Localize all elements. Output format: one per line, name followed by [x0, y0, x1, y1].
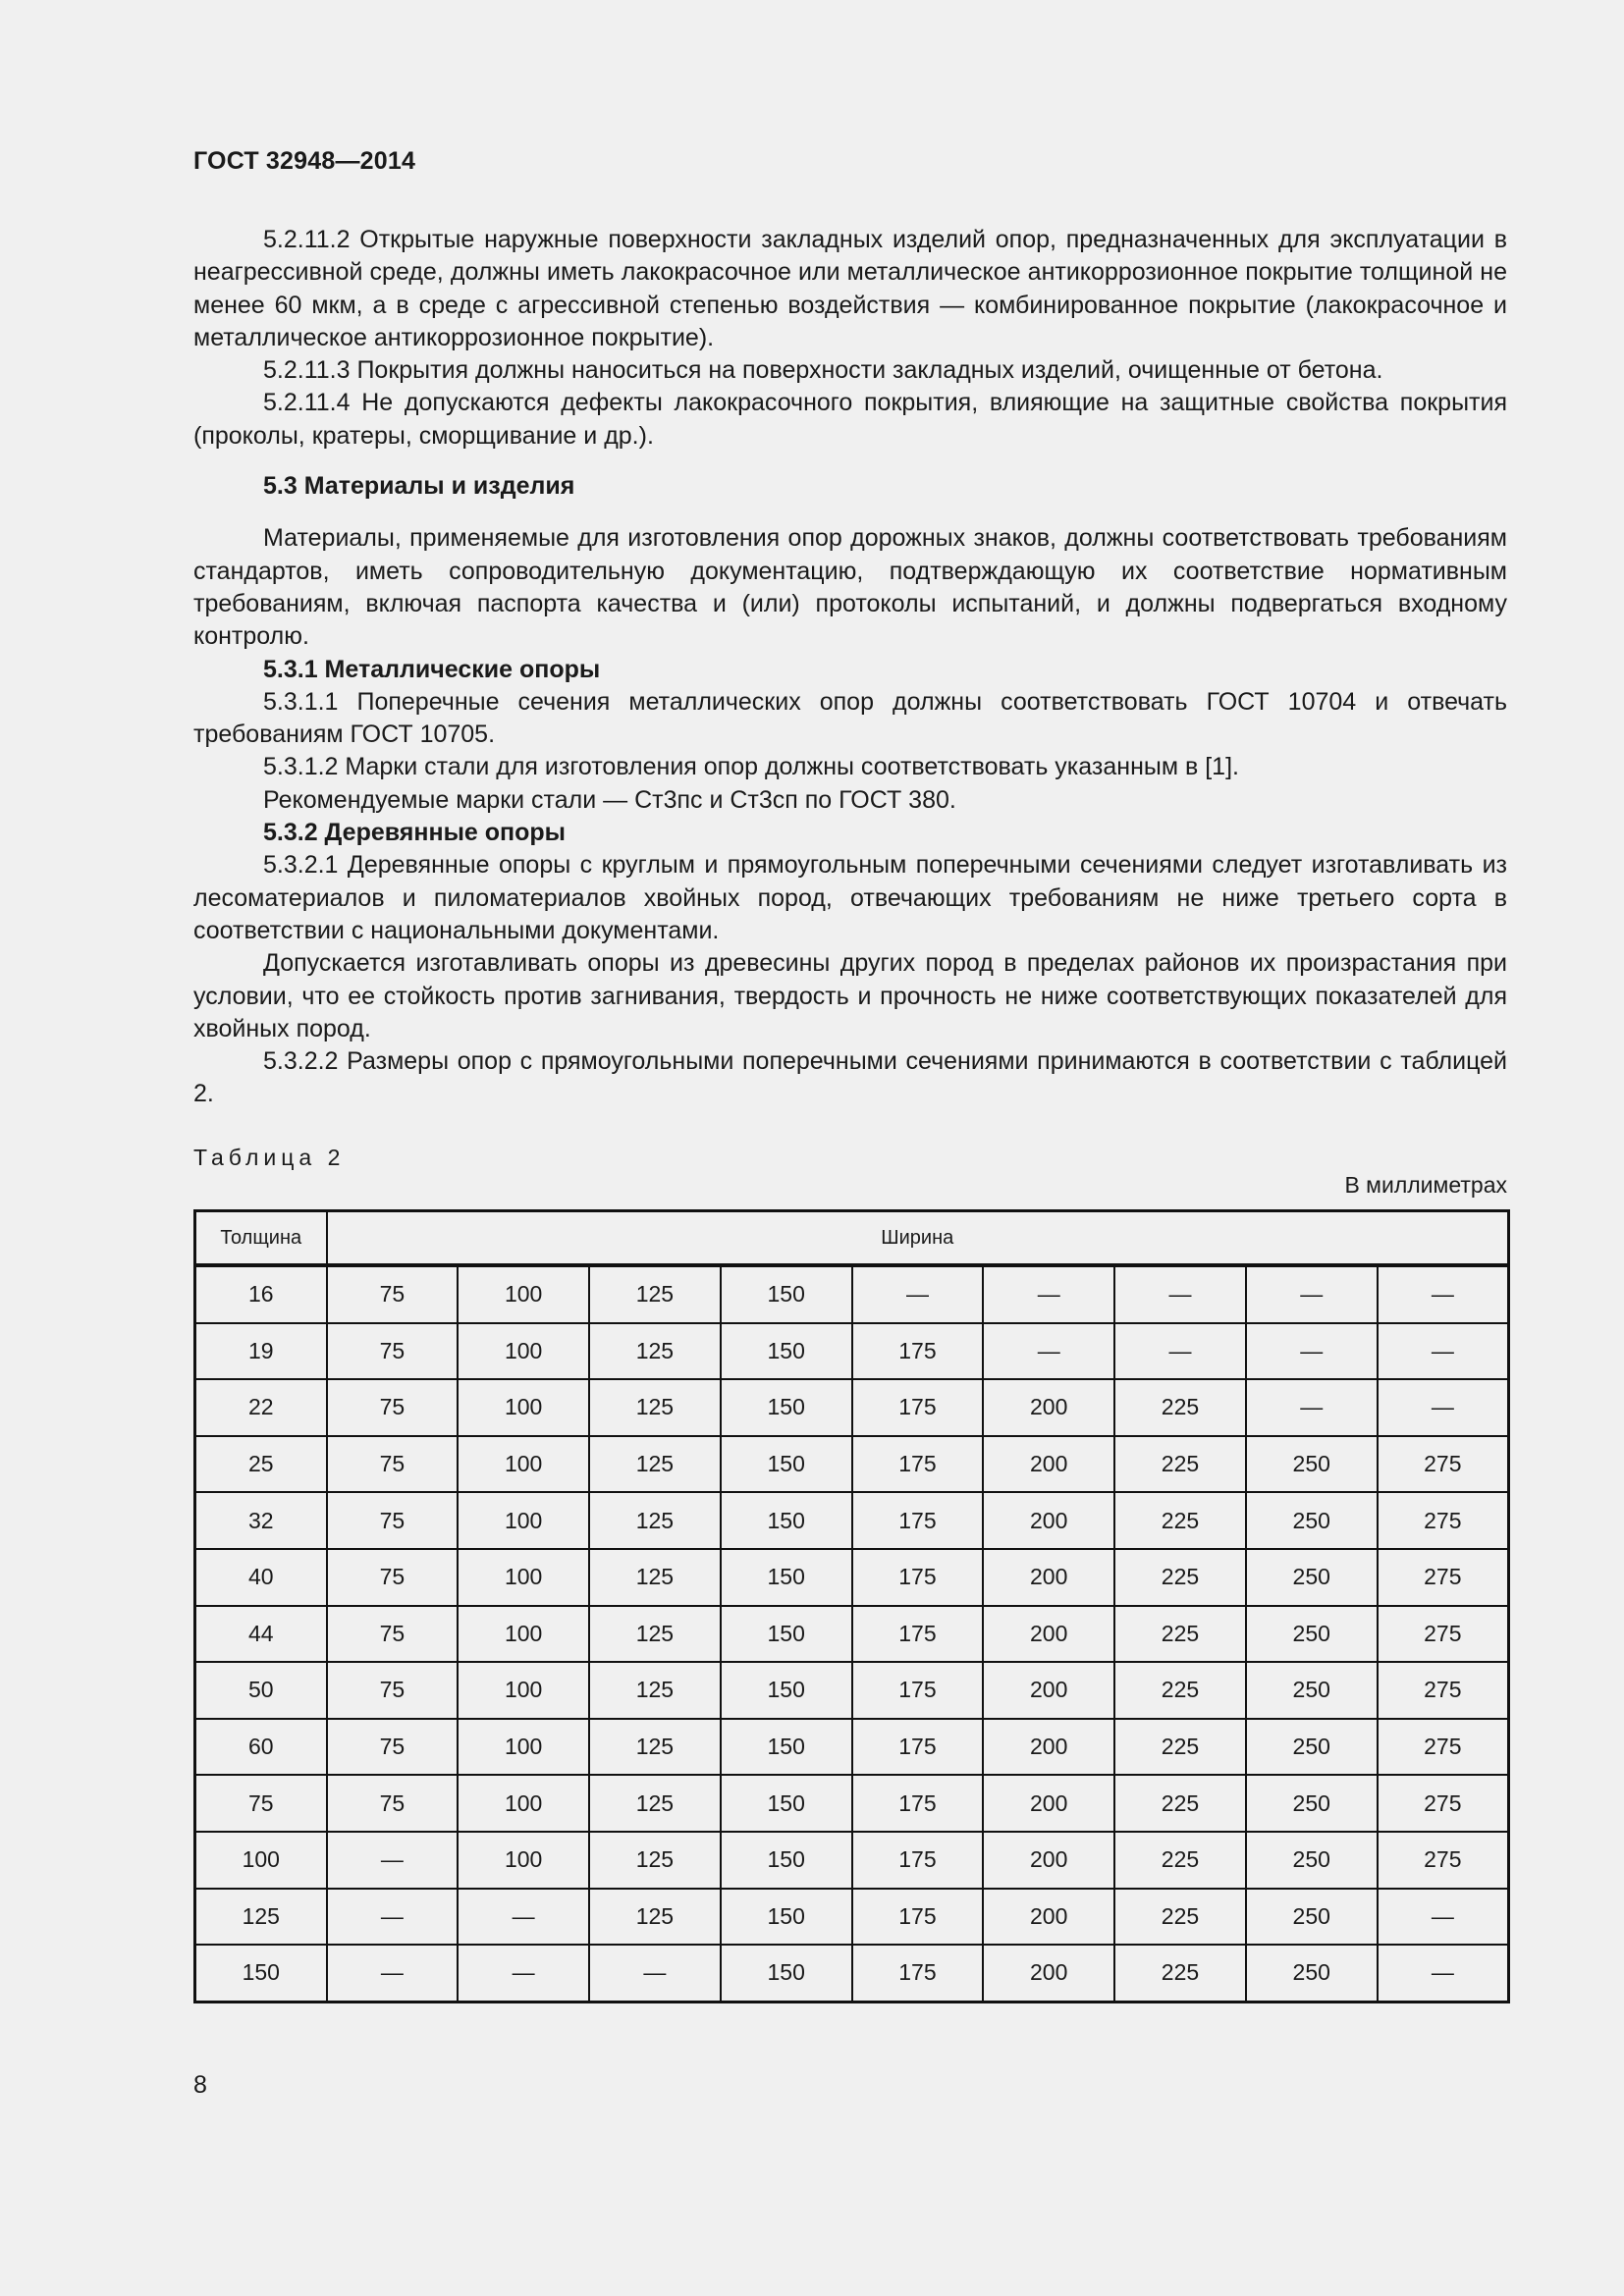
table-row: [195, 1379, 1509, 1436]
width-cell: 225: [1114, 1832, 1246, 1889]
width-cell: —: [1246, 1323, 1378, 1380]
width-cell: 225: [1114, 1436, 1246, 1493]
width-cell: 275: [1378, 1549, 1509, 1606]
width-cell: 125: [589, 1549, 721, 1606]
document-header: ГОСТ 32948—2014: [193, 147, 416, 175]
width-cell: 150: [721, 1606, 852, 1663]
width-cell: 200: [983, 1436, 1114, 1493]
width-cell: 150: [721, 1549, 852, 1606]
width-cell: 200: [983, 1379, 1114, 1436]
width-cell: 150: [721, 1662, 852, 1719]
width-cell: —: [1378, 1945, 1509, 2002]
width-cell: —: [1378, 1889, 1509, 1946]
paragraph-5-2-11-2: 5.2.11.2 Открытые наружные поверхности закладных изделий опор, предназначенных для эксплуатации в неагрессивной среде, должны иметь лакокрасочное или металлическое антикоррозионное покрытие толщиной не менее 60 мкм, а в среде с агрессивной степенью воздействия — комбинированное покрытие (лакокрасочное и металлическое антикоррозионное покрытие).: [193, 226, 1507, 351]
width-cell: 275: [1378, 1492, 1509, 1549]
width-cell: 125: [589, 1832, 721, 1889]
width-cell: 125: [589, 1889, 721, 1946]
width-cell: 175: [852, 1775, 984, 1832]
width-cell: 225: [1114, 1549, 1246, 1606]
section-heading-5-3-1: 5.3.1 Металлические опоры: [263, 655, 601, 683]
width-cell: 175: [852, 1379, 984, 1436]
width-cell: 125: [589, 1265, 721, 1323]
width-cell: 100: [458, 1323, 589, 1380]
width-cell: 75: [327, 1775, 459, 1832]
width-cell: 200: [983, 1549, 1114, 1606]
width-cell: 275: [1378, 1719, 1509, 1776]
width-cell: 150: [721, 1775, 852, 1832]
width-cell: 75: [327, 1662, 459, 1719]
width-cell: 150: [721, 1265, 852, 1323]
width-cell: 150: [721, 1379, 852, 1436]
width-cell: 175: [852, 1945, 984, 2002]
thickness-cell: 44: [195, 1606, 327, 1663]
table-units: В миллиметрах: [1344, 1172, 1507, 1198]
width-cell: 150: [721, 1832, 852, 1889]
width-cell: 100: [458, 1775, 589, 1832]
width-cell: 250: [1246, 1889, 1378, 1946]
width-cell: —: [589, 1945, 721, 2002]
width-cell: 75: [327, 1492, 459, 1549]
width-cell: 100: [458, 1662, 589, 1719]
section-heading-5-3: 5.3 Материалы и изделия: [263, 472, 575, 501]
width-cell: 150: [721, 1492, 852, 1549]
width-cell: —: [1114, 1323, 1246, 1380]
width-cell: 75: [327, 1323, 459, 1380]
thickness-cell: 75: [195, 1775, 327, 1832]
width-cell: 125: [589, 1662, 721, 1719]
thickness-cell: 50: [195, 1662, 327, 1719]
width-cell: 75: [327, 1606, 459, 1663]
width-cell: 200: [983, 1719, 1114, 1776]
width-cell: 175: [852, 1492, 984, 1549]
thickness-cell: 19: [195, 1323, 327, 1380]
width-cell: 200: [983, 1606, 1114, 1663]
width-cell: 225: [1114, 1889, 1246, 1946]
width-cell: 250: [1246, 1719, 1378, 1776]
width-cell: 175: [852, 1323, 984, 1380]
width-cell: 250: [1246, 1436, 1378, 1493]
section-heading-5-3-2: 5.3.2 Деревянные опоры: [263, 819, 567, 847]
width-cell: 150: [721, 1719, 852, 1776]
width-cell: 175: [852, 1889, 984, 1946]
width-cell: —: [458, 1889, 589, 1946]
width-cell: 100: [458, 1832, 589, 1889]
width-cell: 250: [1246, 1832, 1378, 1889]
width-cell: 175: [852, 1832, 984, 1889]
paragraph-5-3-1-1: 5.3.1.1 Поперечные сечения металлических опор должны соответствовать ГОСТ 10704 и отвечать требованиям ГОСТ 10705.: [193, 687, 1507, 749]
width-cell: —: [1246, 1379, 1378, 1436]
table-row: [195, 1549, 1509, 1606]
thickness-cell: 16: [195, 1265, 327, 1323]
width-cell: 175: [852, 1549, 984, 1606]
column-header-width: Ширина: [327, 1211, 1509, 1266]
table-row: [195, 1945, 1509, 2002]
table-row: [195, 1662, 1509, 1719]
dimensions-table: [193, 1209, 1510, 2003]
width-cell: 150: [721, 1889, 852, 1946]
table-row: [195, 1832, 1509, 1889]
paragraph-5-3-2-1: 5.3.2.1 Деревянные опоры с круглым и прямоугольным поперечными сечениями следует изготавливать из лесоматериалов и пиломатериалов хвойных пород, отвечающих требованиям не ниже третьего сорта в соответствии с национальными документами.: [193, 851, 1507, 944]
width-cell: 250: [1246, 1606, 1378, 1663]
width-cell: 200: [983, 1775, 1114, 1832]
table-caption: Таблица 2: [193, 1145, 346, 1170]
width-cell: 250: [1246, 1775, 1378, 1832]
width-cell: —: [1378, 1265, 1509, 1323]
column-header-thickness: Толщина: [195, 1211, 327, 1266]
table-row: [195, 1436, 1509, 1493]
width-cell: 200: [983, 1945, 1114, 2002]
width-cell: 275: [1378, 1832, 1509, 1889]
width-cell: 150: [721, 1945, 852, 2002]
paragraph-5-3-1-2-steel: Рекомендуемые марки стали — Ст3пс и Ст3сп по ГОСТ 380.: [263, 785, 956, 814]
width-cell: —: [458, 1945, 589, 2002]
width-cell: 175: [852, 1662, 984, 1719]
table-row: [195, 1775, 1509, 1832]
thickness-cell: 25: [195, 1436, 327, 1493]
thickness-cell: 40: [195, 1549, 327, 1606]
width-cell: 225: [1114, 1606, 1246, 1663]
width-cell: 250: [1246, 1945, 1378, 2002]
width-cell: 125: [589, 1436, 721, 1493]
thickness-cell: 150: [195, 1945, 327, 2002]
width-cell: 75: [327, 1379, 459, 1436]
width-cell: 150: [721, 1323, 852, 1380]
width-cell: 175: [852, 1606, 984, 1663]
width-cell: 75: [327, 1719, 459, 1776]
body-text: [193, 224, 1507, 1111]
width-cell: 200: [983, 1832, 1114, 1889]
width-cell: —: [983, 1323, 1114, 1380]
width-cell: 275: [1378, 1606, 1509, 1663]
width-cell: 125: [589, 1379, 721, 1436]
width-cell: —: [852, 1265, 984, 1323]
table-row: [195, 1719, 1509, 1776]
width-cell: 100: [458, 1719, 589, 1776]
width-cell: —: [1378, 1323, 1509, 1380]
thickness-cell: 125: [195, 1889, 327, 1946]
width-cell: —: [1378, 1379, 1509, 1436]
width-cell: —: [1246, 1265, 1378, 1323]
width-cell: 125: [589, 1606, 721, 1663]
table-body: [195, 1265, 1509, 2002]
width-cell: 100: [458, 1606, 589, 1663]
width-cell: 275: [1378, 1436, 1509, 1493]
width-cell: 275: [1378, 1775, 1509, 1832]
width-cell: —: [1114, 1265, 1246, 1323]
width-cell: 275: [1378, 1662, 1509, 1719]
width-cell: 175: [852, 1436, 984, 1493]
table-header-row: [195, 1211, 1509, 1266]
width-cell: 75: [327, 1549, 459, 1606]
width-cell: —: [327, 1832, 459, 1889]
width-cell: 225: [1114, 1492, 1246, 1549]
table-row: [195, 1265, 1509, 1323]
width-cell: 225: [1114, 1719, 1246, 1776]
thickness-cell: 32: [195, 1492, 327, 1549]
table-row: [195, 1606, 1509, 1663]
width-cell: 100: [458, 1436, 589, 1493]
width-cell: —: [327, 1945, 459, 2002]
thickness-cell: 22: [195, 1379, 327, 1436]
paragraph-5-3-2-1-other-wood: Допускается изготавливать опоры из древесины других пород в пределах районов их произрастания при условии, что ее стойкость против загнивания, твердость и прочность не ниже соответствующих показателей для хвойных пород.: [193, 949, 1507, 1042]
width-cell: —: [983, 1265, 1114, 1323]
width-cell: 250: [1246, 1492, 1378, 1549]
width-cell: 225: [1114, 1662, 1246, 1719]
paragraph-5-3-2-2: 5.3.2.2 Размеры опор с прямоугольными поперечными сечениями принимаются в соответствии с таблицей 2.: [193, 1047, 1507, 1108]
page-number: 8: [193, 2071, 207, 2099]
paragraph-5-2-11-3: 5.2.11.3 Покрытия должны наноситься на поверхности закладных изделий, очищенные от бетона.: [263, 356, 1383, 385]
width-cell: 100: [458, 1379, 589, 1436]
width-cell: 75: [327, 1436, 459, 1493]
paragraph-5-3-intro: Материалы, применяемые для изготовления опор дорожных знаков, должны соответствовать требованиям стандартов, иметь сопроводительную документацию, подтверждающую их соответствие нормативным требованиям, включая паспорта качества и (или) протоколы испытаний, и должны подвергаться входному контролю.: [193, 524, 1507, 651]
thickness-cell: 60: [195, 1719, 327, 1776]
width-cell: 100: [458, 1265, 589, 1323]
width-cell: 100: [458, 1549, 589, 1606]
width-cell: 200: [983, 1889, 1114, 1946]
width-cell: 250: [1246, 1662, 1378, 1719]
width-cell: 225: [1114, 1379, 1246, 1436]
width-cell: 150: [721, 1436, 852, 1493]
paragraph-5-2-11-4: 5.2.11.4 Не допускаются дефекты лакокрасочного покрытия, влияющие на защитные свойства покрытия (проколы, кратеры, сморщивание и др.).: [193, 389, 1507, 450]
table-row: [195, 1492, 1509, 1549]
width-cell: 125: [589, 1323, 721, 1380]
width-cell: 200: [983, 1492, 1114, 1549]
width-cell: 175: [852, 1719, 984, 1776]
width-cell: 100: [458, 1492, 589, 1549]
width-cell: 125: [589, 1719, 721, 1776]
table-row: [195, 1323, 1509, 1380]
width-cell: 225: [1114, 1945, 1246, 2002]
width-cell: 75: [327, 1265, 459, 1323]
paragraph-5-3-1-2: 5.3.1.2 Марки стали для изготовления опор должны соответствовать указанным в [1].: [263, 753, 1239, 781]
width-cell: 250: [1246, 1549, 1378, 1606]
width-cell: 125: [589, 1775, 721, 1832]
thickness-cell: 100: [195, 1832, 327, 1889]
width-cell: 225: [1114, 1775, 1246, 1832]
table-row: [195, 1889, 1509, 1946]
width-cell: 125: [589, 1492, 721, 1549]
width-cell: 200: [983, 1662, 1114, 1719]
width-cell: —: [327, 1889, 459, 1946]
